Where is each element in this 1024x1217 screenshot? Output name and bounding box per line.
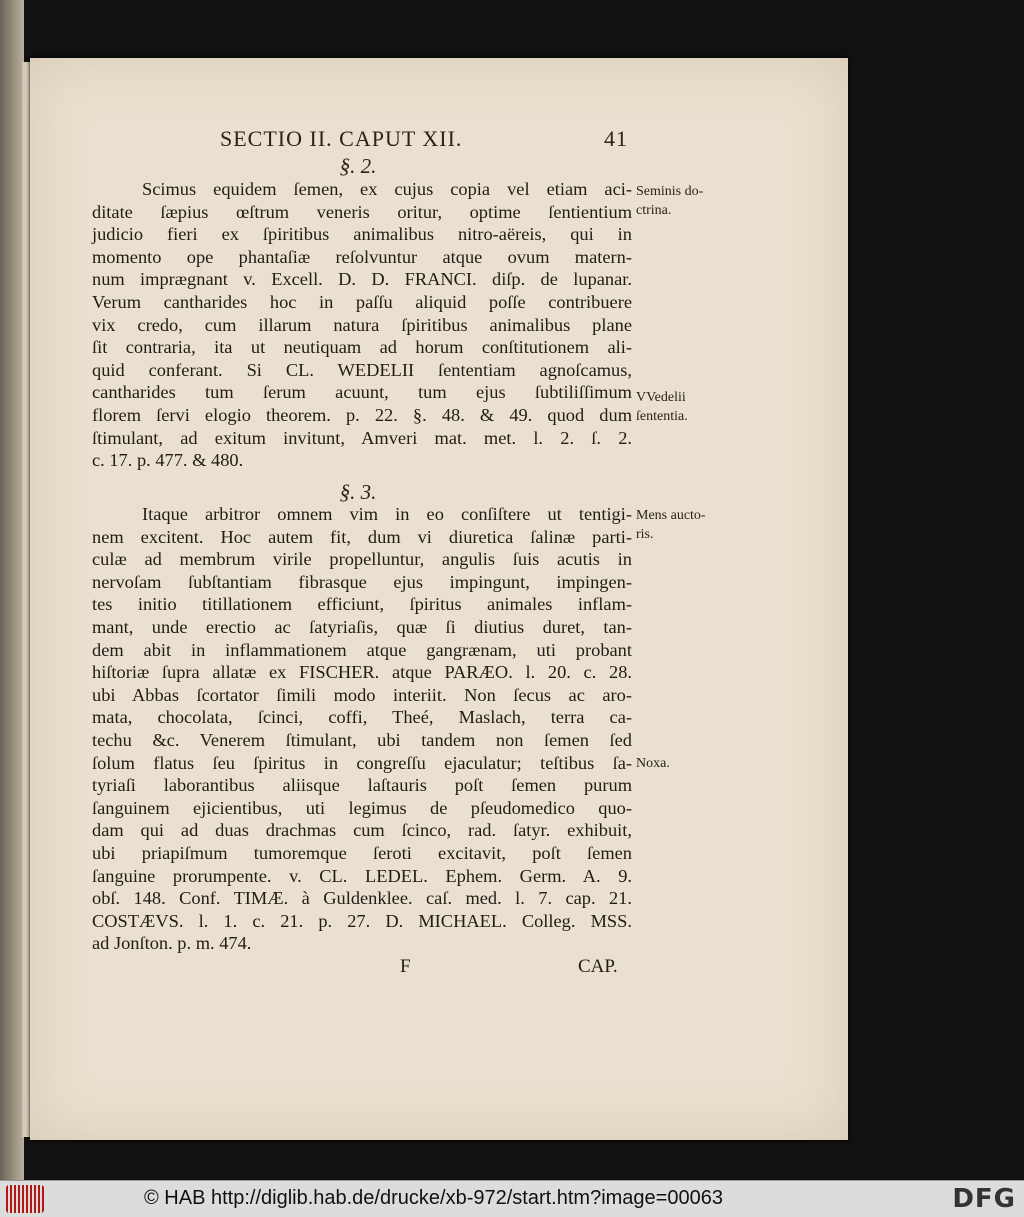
margin-note-wedelii <box>636 388 746 426</box>
text-line: momento ope phantaſiæ reſolvuntur atque ovum matern- <box>92 246 632 267</box>
text-line: ſtimulant, ad exitum invitunt, Amveri mat. met. l. 2. ſ. 2. <box>92 427 632 448</box>
text-line: ſanguine prorumpente. v. CL. LEDEL. Ephem. Germ. A. 9. <box>92 865 632 886</box>
dfg-logo: DFG <box>952 1184 1016 1214</box>
text-line: ſit contraria, ita ut neutiquam ad horum conſtitutionem ali- <box>92 337 632 358</box>
section-2-mark: §. 2. <box>339 154 377 178</box>
margin-note-line: ris. <box>636 527 654 542</box>
text-line: Scimus equidem ſemen, ex cujus copia vel etiam aci- <box>142 179 632 199</box>
text-line: COSTÆVS. l. 1. c. 21. p. 27. D. MICHAEL. Colleg. MSS. <box>92 910 632 931</box>
text-line: obſ. 148. Conf. TIMÆ. à Guldenklee. caſ. med. l. 7. cap. 21. <box>92 888 632 909</box>
text-line: judicio fieri ex ſpiritibus animalibus nitro-aëreis, qui in <box>92 224 632 245</box>
text-line: ad Jonſton. p. m. 474. <box>92 933 252 954</box>
text-line: nervoſam ſubſtantiam fibrasque ejus impingunt, impingen- <box>92 571 632 592</box>
text-line: ſolum flatus ſeu ſpiritus in congreſſu ejaculatur; teſtibus ſa- <box>92 752 632 773</box>
text-line: florem ſervi elogio theorem. p. 22. §. 48. & 49. quod dum <box>92 404 632 425</box>
text-line: ditate ſæpius œſtrum veneris oritur, optime ſentientium <box>92 201 632 222</box>
viewer-footer-bar <box>0 1180 1024 1217</box>
text-line: hiſtoriæ ſupra allatæ ex FISCHER. atque PARÆO. l. 20. c. 28. <box>92 662 632 683</box>
text-line: culæ ad membrum virile propelluntur, angulis ſuis acutis in <box>92 549 632 570</box>
text-line: quid conferant. Si CL. WEDELII ſententiam agnoſcamus, <box>92 359 632 380</box>
margin-note-line: VVedelii <box>636 390 686 405</box>
text-line: ubi Abbas ſcortator ſimili modo interiit. Non ſecus ac aro- <box>92 684 632 705</box>
barcode-icon <box>6 1185 44 1213</box>
margin-note-line: ctrina. <box>636 203 672 218</box>
text-line: dam qui ad duas drachmas cum ſcinco, rad. ſatyr. exhibuit, <box>92 820 632 841</box>
text-line: Verum cantharides hoc in paſſu aliquid poſſe contribuere <box>92 291 632 312</box>
text-line: ſanguinem ejicientibus, uti legimus de pſeudomedico quo- <box>92 797 632 818</box>
adjacent-page-edge <box>0 0 24 1180</box>
paragraph-section-2 <box>92 178 632 472</box>
text-line: mant, unde erectio ac ſatyriaſis, quæ ſi diutius duret, tan- <box>92 616 632 637</box>
margin-note-line: ſententia. <box>636 409 688 424</box>
text-line: ubi priapiſmum tumoremque ſeroti excitavit, poſt ſemen <box>92 842 632 863</box>
margin-note-noxa <box>636 754 746 773</box>
text-line: cantharides tum ſerum acuunt, tum ejus ſubtiliſſimum <box>92 382 632 403</box>
text-line: tyriaſi laborantibus aliisque laſtauris poſt ſemen purum <box>92 775 632 796</box>
signature-mark: F <box>400 956 411 977</box>
text-line: mata, chocolata, ſcinci, coffi, Theé, Maslach, terra ca- <box>92 707 632 728</box>
margin-note-line: Seminis do- <box>636 184 704 199</box>
header-title: SECTIO II. CAPUT XII. <box>220 126 463 151</box>
text-line: dem abit in inflammationem atque gangrænam, uti probant <box>92 639 632 660</box>
text-line: Itaque arbitror omnem vim in eo conſiſtere ut tentigi- <box>142 504 632 524</box>
text-line: c. 17. p. 477. & 480. <box>92 450 244 471</box>
text-line: tes initio titillationem efficiunt, ſpiritus animales inflam- <box>92 594 632 615</box>
margin-note-mens <box>636 506 746 544</box>
text-line: nem excitent. Hoc autem fit, dum vi diuretica ſalinæ parti- <box>92 526 632 547</box>
catchword: CAP. <box>578 956 618 977</box>
page-number: 41 <box>604 126 628 151</box>
text-line: vix credo, cum illarum natura ſpiritibus animalibus plane <box>92 314 632 335</box>
margin-note-line: Mens aucto- <box>636 508 706 523</box>
text-line: techu &c. Venerem ſtimulant, ubi tandem non ſemen ſed <box>92 729 632 750</box>
margin-note-line: Noxa. <box>636 756 670 771</box>
copyright-link[interactable]: © HAB http://diglib.hab.de/drucke/xb-972/start.htm?image=00063 <box>144 1187 723 1209</box>
text-line: num imprægnant v. Excell. D. D. FRANCI. diſp. de lupanar. <box>92 269 632 290</box>
margin-note-seminis <box>636 182 746 220</box>
running-header <box>220 126 640 156</box>
paragraph-section-3 <box>92 503 632 955</box>
section-3-mark: §. 3. <box>339 480 377 504</box>
